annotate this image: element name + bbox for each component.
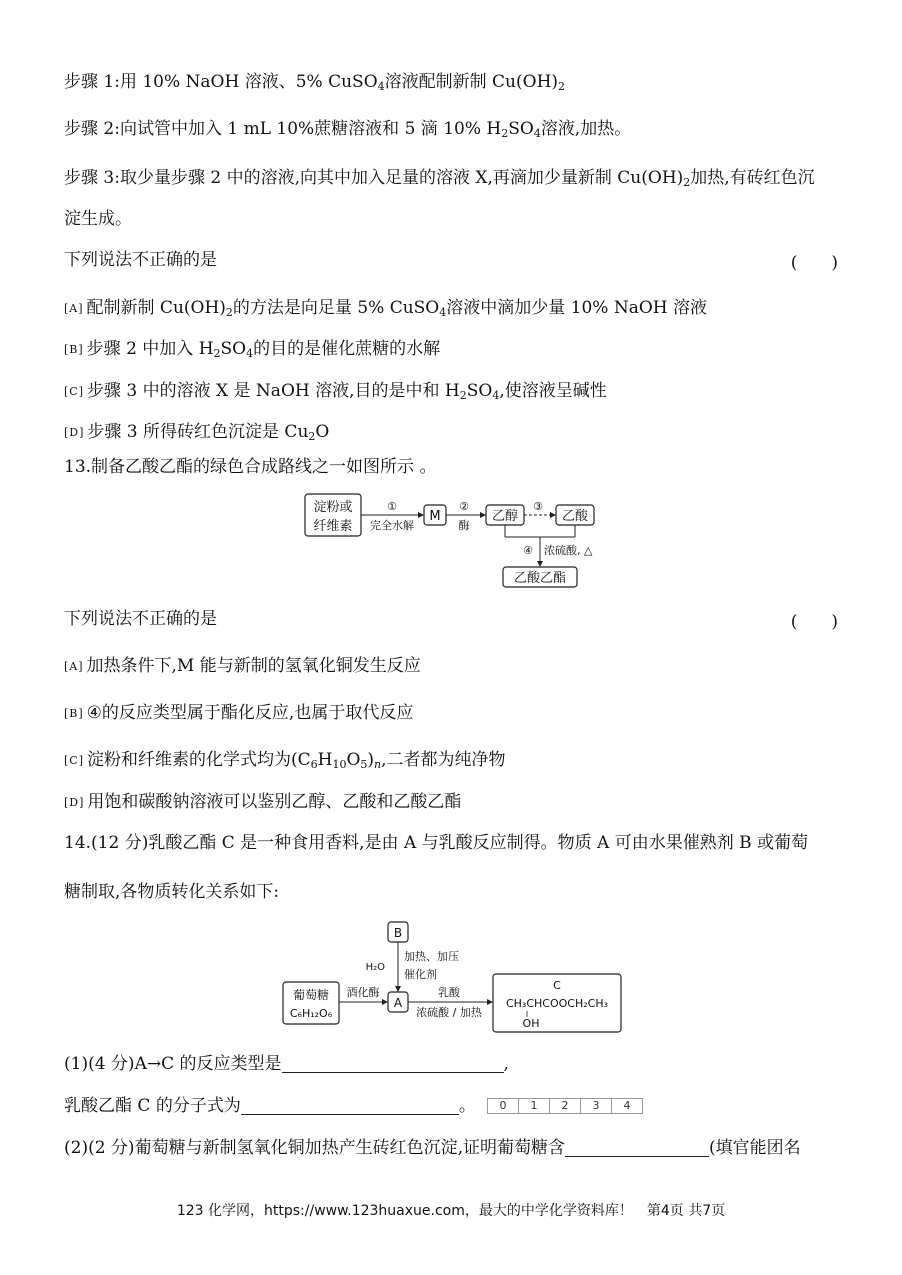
q14-intro-line1: 14.(12 分)乳酸乙酯 C 是一种食用香料,是由 A 与乳酸反应制得。物质 A 可由水果催熟剂 B 或葡萄 (64, 833, 809, 853)
box-ethanol: 乙醇 (491, 509, 519, 524)
q12-option-a[interactable]: [A] 配制新制 $Cu(OH)_2$的方法是向足量 5% CuSO$_4$溶液中滴加少量 10% NaOH 溶液 (64, 298, 708, 319)
q13-option-c[interactable]: [C] 淀粉和纤维素的化学式均为$(C_6H_{10}O_5)_n$,二者都为纯净物 (64, 750, 506, 771)
answer-blank-reaction-type[interactable] (282, 1054, 504, 1073)
q13-answer-paren: ( ) (790, 612, 838, 632)
reagent-lactic-acid: 乳酸 (438, 986, 460, 999)
q13-prompt: 下列说法不正确的是 (64, 609, 217, 629)
q13-option-b[interactable]: [B] ④的反应类型属于酯化反应,也属于取代反应 (64, 703, 414, 723)
q12-answer-paren: ( ) (790, 253, 838, 273)
box-ethyl-acetate: 乙酸乙酯 (513, 571, 567, 586)
q14-sub2: (2)(2 分)葡萄糖与新制氢氧化铜加热产生砖红色沉淀,证明葡萄糖含 (填官能团名 (64, 1138, 801, 1158)
q14-sub1-reaction-type: (1)(4 分)A→C 的反应类型是 , (64, 1054, 509, 1074)
box-starch-label: 淀粉或 (313, 500, 353, 515)
q14-intro-line2: 糖制取,各物质转化关系如下: (64, 882, 280, 902)
score-cell-2[interactable]: 2 (550, 1099, 581, 1113)
answer-blank-formula[interactable] (241, 1096, 459, 1115)
score-cell-3[interactable]: 3 (581, 1099, 612, 1113)
step1-number: ① (387, 500, 397, 513)
q14-conversion-diagram (275, 918, 635, 1038)
step-1: 步骤 1:用 10% NaOH 溶液、5% CuSO$_4$溶液配制新制 $Cu(OH)_2$ (64, 72, 566, 93)
step-3: 步骤 3:取少量步骤 2 中的溶液,向其中加入足量的溶液 X,再滴加少量新制 $Cu(OH)_2$加热,有砖红色沉 (64, 168, 815, 189)
step-2: 步骤 2:向试管中加入 1 mL 10%蔗糖溶液和 5 滴 10% $H_2SO_4$溶液,加热。 (64, 119, 632, 140)
step4-number: ④ (523, 544, 533, 557)
condition-catalyst: 催化剂 (404, 968, 437, 981)
q13-option-a[interactable]: [A] 加热条件下,M 能与新制的氢氧化铜发生反应 (64, 656, 421, 676)
box-cellulose-label: 纤维素 (313, 519, 353, 534)
step1-condition: 完全水解 (370, 519, 414, 532)
score-cell-4[interactable]: 4 (623, 1099, 631, 1112)
box-glucose-label: 葡萄糖 (292, 988, 330, 1002)
glucose-formula: C₆H₁₂O₆ (289, 1007, 333, 1020)
q13-synthesis-diagram (300, 490, 620, 590)
condition-h2so4-heat: 浓硫酸 / 加热 (416, 1006, 482, 1019)
q12-option-b[interactable]: [B] 步骤 2 中加入 $H_2SO_4$的目的是催化蔗糖的水解 (64, 339, 441, 360)
q12-option-d[interactable]: [D] 步骤 3 所得砖红色沉淀是 $Cu_2O$ (64, 422, 330, 443)
step4-condition: 浓硫酸, △ (544, 544, 593, 557)
q14-sub1-formula: 乳酸乙酯 C 的分子式为 。 (64, 1096, 476, 1116)
score-box (487, 1098, 643, 1114)
condition-zymase: 酒化酶 (346, 986, 380, 999)
box-m: M (429, 509, 441, 524)
q13-title: 13.制备乙酸乙酯的绿色合成路线之一如图所示 。 (64, 457, 437, 477)
reagent-water: H₂O (365, 962, 385, 973)
step2-condition: 酶 (458, 519, 470, 532)
score-cell-0[interactable]: 0 (488, 1099, 519, 1113)
page-footer: 123 化学网，https://www.123huaxue.com，最大的中学化学资料库！ 第4页 共7页 (176, 1203, 726, 1219)
score-cell-1[interactable]: 1 (519, 1099, 550, 1113)
box-c-label: C (553, 979, 561, 992)
hydroxyl-group: OH (522, 1017, 540, 1030)
ethyl-lactate-formula: CH₃CHCOOCH₂CH₃ (505, 997, 609, 1010)
box-a: A (393, 996, 403, 1010)
answer-blank-functional-group[interactable] (565, 1138, 709, 1157)
box-acetic-acid: 乙酸 (561, 509, 589, 524)
step3-number: ③ (533, 500, 543, 513)
step2-number: ② (459, 500, 469, 513)
q12-option-c[interactable]: [C] 步骤 3 中的溶液 X 是 NaOH 溶液,目的是中和 $H_2SO_4$,使溶液呈碱性 (64, 381, 607, 402)
q12-prompt: 下列说法不正确的是 (64, 250, 217, 270)
box-b: B (393, 926, 403, 940)
q13-option-d[interactable]: [D] 用饱和碳酸钠溶液可以鉴别乙醇、乙酸和乙酸乙酯 (64, 792, 462, 812)
condition-heat-pressure: 加热、加压 (404, 950, 459, 963)
step-3-cont: 淀生成。 (64, 209, 132, 229)
